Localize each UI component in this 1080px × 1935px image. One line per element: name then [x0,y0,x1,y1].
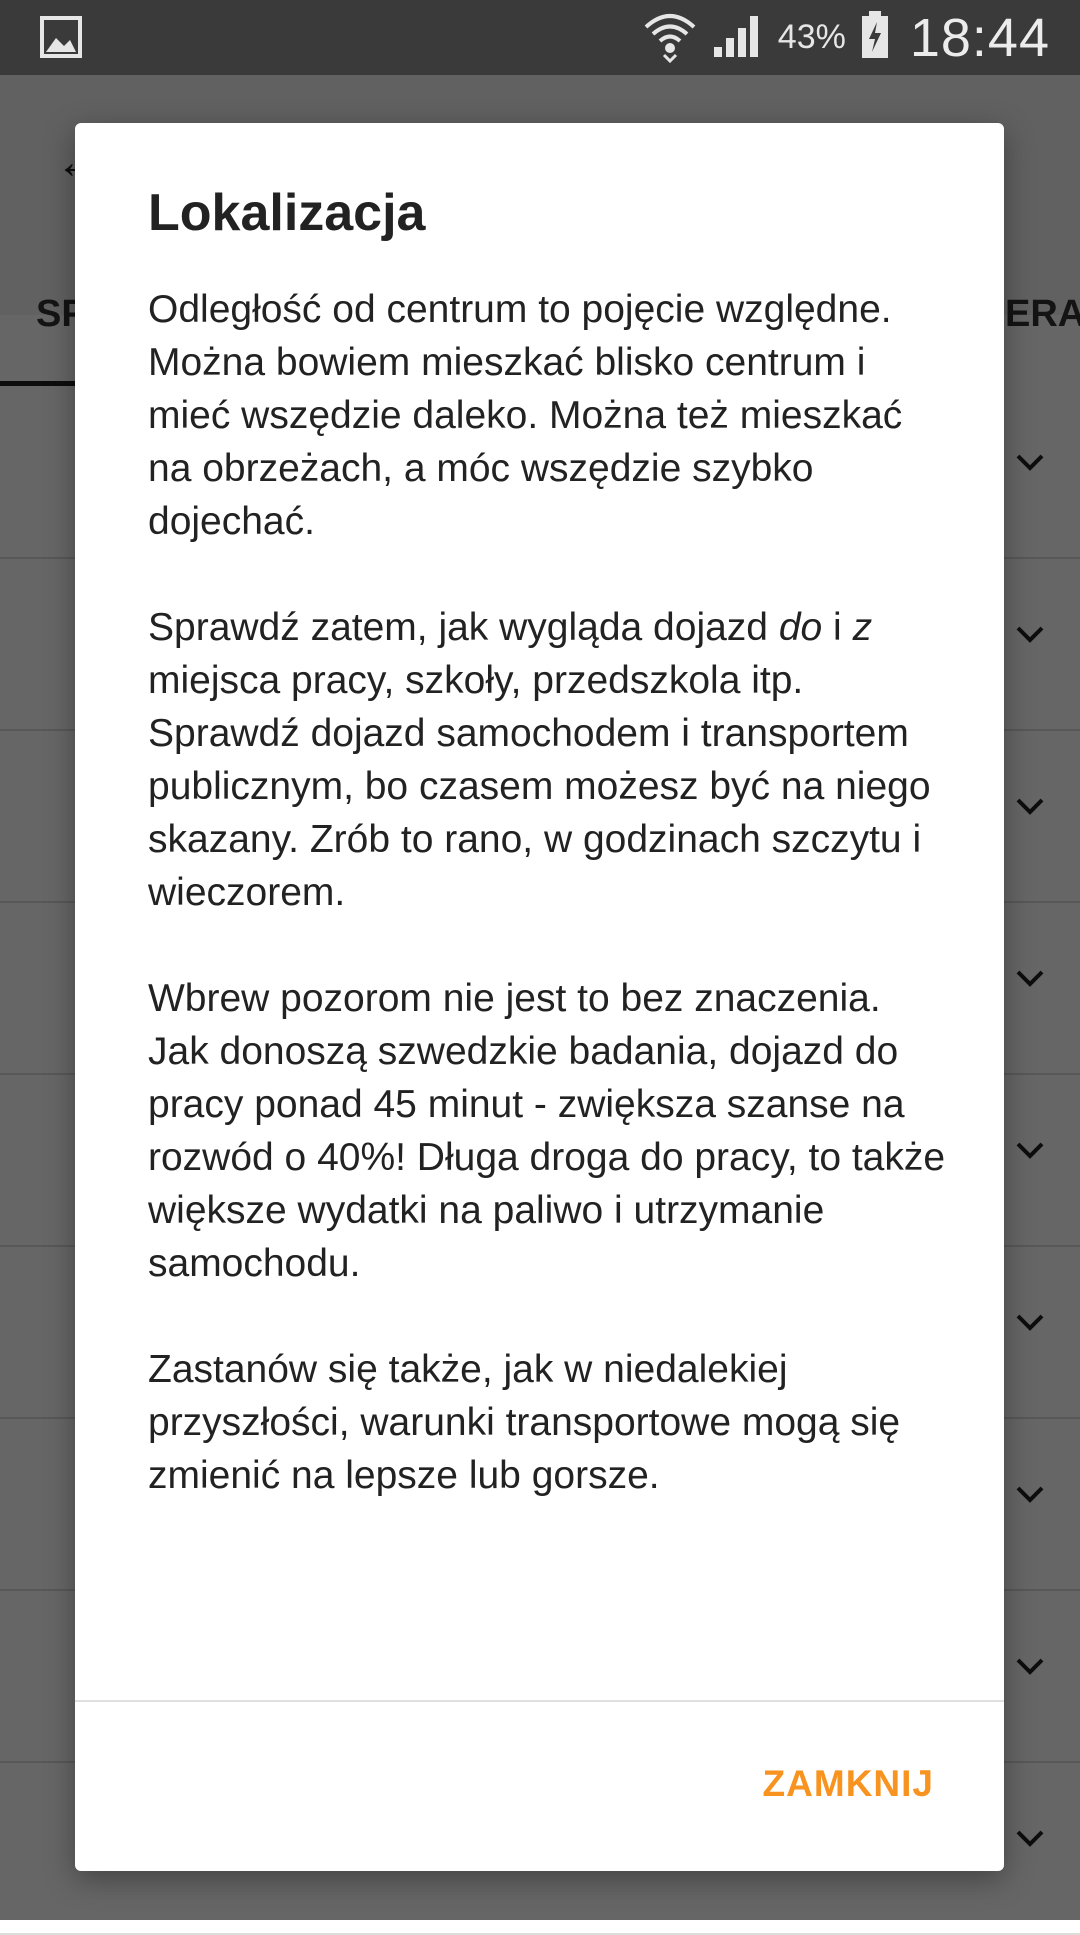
dialog-text: miejsca pracy, szkoły, przedszkola itp. Sprawdź dojazd samochodem i transportem publicznym, bo czasem możesz być na niego skazany. Zrób to rano, w godzinach szczytu i wieczorem. [148,659,931,914]
info-dialog [75,123,1004,1871]
dialog-text: i [822,606,853,649]
image-icon [40,16,82,58]
signal-icon [712,11,764,64]
dialog-emphasis: z [852,606,873,649]
dialog-paragraph: Zastanów się także, jak w niedalekiej przyszłości, warunki transportowe mogą się zmienić na lepsze lub gorsze. [148,1348,901,1497]
wifi-icon [642,7,698,68]
dialog-divider [75,1700,1004,1702]
dialog-paragraph: Odległość od centrum to pojęcie względne. Można bowiem mieszkać blisko centrum i mieć wszędzie daleko. Można też mieszkać na obrzeżach, a móc wszędzie szybko dojechać. [148,288,903,543]
status-bar [0,0,1080,75]
dialog-emphasis: do [778,606,823,649]
status-clock: 18:44 [909,7,1050,68]
close-button[interactable]: ZAMKNIJ [762,1763,934,1804]
dialog-paragraph [148,601,948,919]
dialog-paragraph: Wbrew pozorom nie jest to bez znaczenia. Jak donoszą szwedzkie badania, dojazd do pracy ponad 45 minut - zwiększa szanse na rozwód o 40%! Długa droga do pracy, to także większe wydatki na paliwo i utrzymanie samochodu. [148,977,946,1285]
dialog-title: Lokalizacja [148,184,426,242]
dialog-text: Sprawdź zatem, jak wygląda dojazd [148,606,779,649]
dialog-body [148,283,948,1502]
battery-percent: 43% [777,18,846,56]
battery-charging-icon [860,10,890,65]
